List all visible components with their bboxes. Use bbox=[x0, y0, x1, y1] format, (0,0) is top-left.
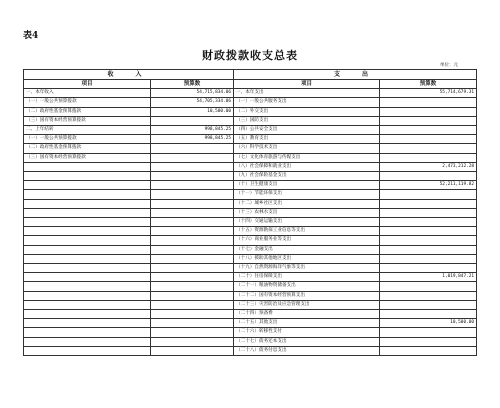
income-value-cell bbox=[151, 337, 234, 346]
expense-item-cell: （十四）交通运输支出 bbox=[234, 218, 380, 227]
expense-value-cell bbox=[380, 346, 477, 355]
table-row bbox=[24, 190, 477, 199]
expense-value-cell bbox=[380, 236, 477, 245]
table-row bbox=[24, 319, 477, 328]
income-item-cell: 一、本年收入 bbox=[24, 89, 151, 98]
expense-item-cell: （九）社会保险基金支出 bbox=[234, 172, 380, 181]
income-value-cell bbox=[151, 254, 234, 263]
income-item-cell bbox=[24, 162, 151, 171]
expense-value-cell bbox=[380, 310, 477, 319]
expense-value-cell bbox=[380, 300, 477, 309]
expense-value-cell bbox=[380, 190, 477, 199]
expense-item-cell: （七）文化体育旅游与传媒支出 bbox=[234, 153, 380, 162]
table-row bbox=[24, 282, 477, 291]
expense-item-cell: （四）公共安全支出 bbox=[234, 126, 380, 135]
income-item-cell bbox=[24, 300, 151, 309]
table-row bbox=[24, 245, 477, 254]
expense-group-header: 支 出 bbox=[234, 70, 477, 80]
table-row bbox=[24, 218, 477, 227]
table-row bbox=[24, 153, 477, 162]
income-value-cell bbox=[151, 181, 234, 190]
income-item-cell: （一）一般公共预算拨款 bbox=[24, 135, 151, 144]
expense-item-cell: （六）科学技术支出 bbox=[234, 144, 380, 153]
income-item-cell bbox=[24, 319, 151, 328]
expense-value-cell bbox=[380, 199, 477, 208]
table-row bbox=[24, 346, 477, 355]
expense-value-cell bbox=[380, 208, 477, 217]
expense-value-cell: 10,500.00 bbox=[380, 319, 477, 328]
expense-item-cell: （二十）住房保障支出 bbox=[234, 273, 380, 282]
expense-value-cell bbox=[380, 153, 477, 162]
table-row bbox=[24, 236, 477, 245]
income-value-cell bbox=[151, 300, 234, 309]
income-value-cell: 54,715,834.06 bbox=[151, 89, 234, 98]
income-item-cell bbox=[24, 181, 151, 190]
expense-item-cell: （十八）援助其他地区支出 bbox=[234, 254, 380, 263]
income-value-cell bbox=[151, 190, 234, 199]
expense-value-cell bbox=[380, 107, 477, 116]
income-budget-header: 预算数 bbox=[151, 80, 234, 89]
expense-item-cell: （十六）商业服务业等支出 bbox=[234, 236, 380, 245]
expense-item-cell: （十二）城乡社区支出 bbox=[234, 199, 380, 208]
income-value-cell bbox=[151, 291, 234, 300]
income-item-header: 项目 bbox=[24, 80, 151, 89]
expense-value-cell bbox=[380, 328, 477, 337]
income-value-cell bbox=[151, 208, 234, 217]
income-value-cell bbox=[151, 282, 234, 291]
expense-item-header: 项目 bbox=[234, 80, 380, 89]
expense-item-cell: （二）外交支出 bbox=[234, 107, 380, 116]
expense-value-cell bbox=[380, 135, 477, 144]
expense-value-cell bbox=[380, 282, 477, 291]
table-row bbox=[24, 89, 477, 98]
income-value-cell: 54,705,334.06 bbox=[151, 98, 234, 107]
expense-item-cell: （二十一）粮油物资储备支出 bbox=[234, 282, 380, 291]
table-row bbox=[24, 291, 477, 300]
table-row bbox=[24, 254, 477, 263]
expense-item-cell: （二十八）债务付息支出 bbox=[234, 346, 380, 355]
table-row bbox=[24, 98, 477, 107]
table-row bbox=[24, 116, 477, 125]
income-item-cell: 二、上年结转 bbox=[24, 126, 151, 135]
income-item-cell bbox=[24, 190, 151, 199]
expense-value-cell bbox=[380, 116, 477, 125]
expense-item-cell: （八）社会保障和就业支出 bbox=[234, 162, 380, 171]
group-header-row bbox=[24, 70, 477, 80]
income-value-cell bbox=[151, 319, 234, 328]
expense-item-cell: （十一）节能环保支出 bbox=[234, 190, 380, 199]
expense-item-cell: （十五）资源勘探工业信息等支出 bbox=[234, 227, 380, 236]
expense-item-cell: （十九）自然资源海洋气象等支出 bbox=[234, 264, 380, 273]
column-header-row bbox=[24, 80, 477, 89]
expense-value-cell bbox=[380, 245, 477, 254]
expense-value-cell bbox=[380, 144, 477, 153]
expense-item-cell: 一、本年支出 bbox=[234, 89, 380, 98]
expense-value-cell bbox=[380, 254, 477, 263]
income-item-cell bbox=[24, 264, 151, 273]
income-value-cell bbox=[151, 162, 234, 171]
table-number: 表4 bbox=[23, 31, 39, 41]
income-value-cell bbox=[151, 346, 234, 355]
income-item-cell bbox=[24, 208, 151, 217]
expense-item-cell: （十）卫生健康支出 bbox=[234, 181, 380, 190]
table-row bbox=[24, 181, 477, 190]
income-value-cell bbox=[151, 273, 234, 282]
table-row bbox=[24, 337, 477, 346]
table-row bbox=[24, 300, 477, 309]
expense-value-cell: 52,211,119.82 bbox=[380, 181, 477, 190]
expense-item-cell: （二十二）国有资本经营预算支出 bbox=[234, 291, 380, 300]
income-item-cell bbox=[24, 337, 151, 346]
table-row bbox=[24, 199, 477, 208]
expense-item-cell: （二十三）灾害防治及应急管理支出 bbox=[234, 300, 380, 309]
income-item-cell bbox=[24, 328, 151, 337]
income-item-cell: （三）国有资本经营预算拨款 bbox=[24, 153, 151, 162]
income-item-cell: （二）政府性基金预算拨款 bbox=[24, 107, 151, 116]
expense-value-cell bbox=[380, 172, 477, 181]
income-item-cell: （一）一般公共预算拨款 bbox=[24, 98, 151, 107]
expense-item-cell: （一）一般公共服务支出 bbox=[234, 98, 380, 107]
expense-item-cell: （二十六）转移性支付 bbox=[234, 328, 380, 337]
table-row bbox=[24, 162, 477, 171]
income-value-cell: 998,845.25 bbox=[151, 126, 234, 135]
expense-item-cell: （二十四）预备费 bbox=[234, 310, 380, 319]
expense-value-cell bbox=[380, 98, 477, 107]
income-item-cell bbox=[24, 199, 151, 208]
income-item-cell bbox=[24, 236, 151, 245]
income-item-cell bbox=[24, 273, 151, 282]
income-item-cell bbox=[24, 291, 151, 300]
income-value-cell bbox=[151, 116, 234, 125]
income-value-cell: 998,845.25 bbox=[151, 135, 234, 144]
income-value-cell bbox=[151, 172, 234, 181]
table-row bbox=[24, 172, 477, 181]
income-item-cell bbox=[24, 310, 151, 319]
expense-item-cell: （十七）金融支出 bbox=[234, 245, 380, 254]
income-item-cell bbox=[24, 172, 151, 181]
expense-value-cell: 1,019,847.21 bbox=[380, 273, 477, 282]
expense-item-cell: （十三）农林水支出 bbox=[234, 208, 380, 217]
expense-budget-header: 预算数 bbox=[380, 80, 477, 89]
income-value-cell bbox=[151, 227, 234, 236]
expense-value-cell bbox=[380, 218, 477, 227]
income-item-cell bbox=[24, 227, 151, 236]
expense-value-cell bbox=[380, 227, 477, 236]
income-value-cell bbox=[151, 199, 234, 208]
table-row bbox=[24, 135, 477, 144]
expense-item-cell: （五）教育支出 bbox=[234, 135, 380, 144]
income-item-cell bbox=[24, 218, 151, 227]
table-row bbox=[24, 227, 477, 236]
budget-summary-table bbox=[23, 69, 477, 356]
income-value-cell bbox=[151, 144, 234, 153]
income-value-cell bbox=[151, 245, 234, 254]
table-row bbox=[24, 273, 477, 282]
income-value-cell bbox=[151, 328, 234, 337]
expense-value-cell bbox=[380, 337, 477, 346]
table-row bbox=[24, 328, 477, 337]
expense-item-cell: （二十七）债务还本支出 bbox=[234, 337, 380, 346]
income-item-cell: （三）国有资本经营预算拨款 bbox=[24, 116, 151, 125]
table-row bbox=[24, 144, 477, 153]
income-value-cell bbox=[151, 153, 234, 162]
table-row bbox=[24, 310, 477, 319]
expense-value-cell: 2,473,212.28 bbox=[380, 162, 477, 171]
table-row bbox=[24, 208, 477, 217]
income-value-cell bbox=[151, 264, 234, 273]
income-item-cell bbox=[24, 254, 151, 263]
expense-value-cell: 55,714,679.31 bbox=[380, 89, 477, 98]
income-item-cell bbox=[24, 282, 151, 291]
expense-value-cell bbox=[380, 126, 477, 135]
expense-item-cell: （二十五）其他支出 bbox=[234, 319, 380, 328]
table-row bbox=[24, 107, 477, 116]
income-value-cell bbox=[151, 236, 234, 245]
income-item-cell bbox=[24, 245, 151, 254]
income-item-cell bbox=[24, 346, 151, 355]
table-row bbox=[24, 264, 477, 273]
unit-label: 单位：元 bbox=[440, 63, 458, 68]
table-row bbox=[24, 126, 477, 135]
page-title: 财政拨款收支总表 bbox=[202, 49, 298, 62]
income-value-cell: 10,500.00 bbox=[151, 107, 234, 116]
expense-item-cell: （三）国防支出 bbox=[234, 116, 380, 125]
table-body bbox=[24, 89, 477, 356]
income-value-cell bbox=[151, 310, 234, 319]
income-group-header: 收 入 bbox=[24, 70, 234, 80]
expense-value-cell bbox=[380, 264, 477, 273]
expense-value-cell bbox=[380, 291, 477, 300]
income-item-cell: （二）政府性基金预算拨款 bbox=[24, 144, 151, 153]
income-value-cell bbox=[151, 218, 234, 227]
